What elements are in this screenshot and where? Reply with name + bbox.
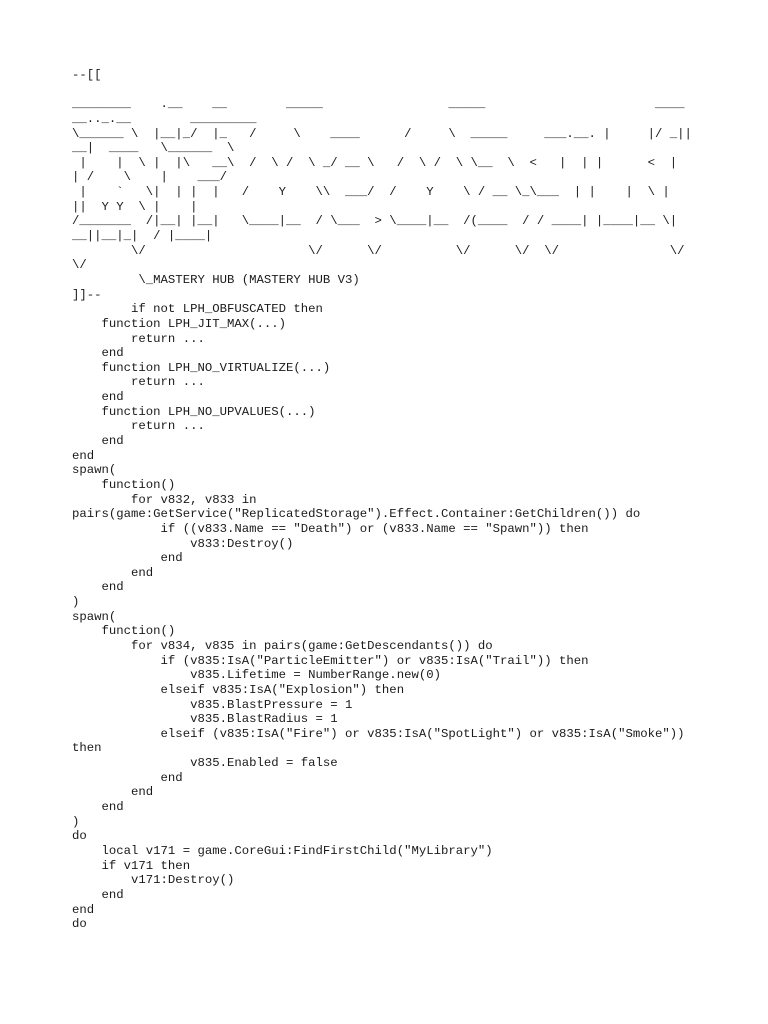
- code-line: \_MASTERY HUB (MASTERY HUB V3): [72, 272, 360, 287]
- code-line: \/ \/ \/ \/ \/ \/ \/: [72, 243, 685, 258]
- code-line: __.._.__ _________: [72, 111, 257, 126]
- code-line: ): [72, 814, 80, 829]
- code-line: v835.BlastRadius = 1: [72, 712, 338, 727]
- code-line: \/: [72, 258, 87, 273]
- code-line: function(): [72, 477, 176, 492]
- code-line: then: [72, 741, 102, 756]
- code-line: v833:Destroy(): [72, 536, 294, 551]
- code-line: end: [72, 770, 183, 785]
- code-line: if not LPH_OBFUSCATED then: [72, 302, 323, 317]
- code-line: v835.BlastPressure = 1: [72, 697, 353, 712]
- code-line: function LPH_NO_VIRTUALIZE(...): [72, 360, 331, 375]
- code-document: [72, 68, 712, 932]
- code-line: do: [72, 829, 87, 844]
- code-line: /_______ /|__| |__| \____|__ / \___ > \____|__ /(____ / / ____| |____|__ \|: [72, 214, 678, 229]
- code-line: return ...: [72, 375, 205, 390]
- code-line: end: [72, 902, 95, 917]
- code-line: --[[: [72, 68, 102, 82]
- code-line: [72, 83, 712, 98]
- code-line: | / \ | ___/: [72, 170, 227, 185]
- code-line: v835.Lifetime = NumberRange.new(0): [72, 668, 441, 683]
- code-line: for v832, v833 in: [72, 492, 257, 507]
- code-line: if (v835:IsA("ParticleEmitter") or v835:IsA("Trail")) then: [72, 653, 589, 668]
- code-line: ): [72, 595, 80, 610]
- code-line: || Y Y \ | |: [72, 199, 198, 214]
- code-line: end: [72, 551, 183, 566]
- code-line: \______ \ |__|_/ |_ / \ ____ / \ _____ ___.__. | |/ _||: [72, 126, 692, 141]
- code-line: end: [72, 580, 124, 595]
- code-line: spawn(: [72, 463, 117, 478]
- code-line: elseif (v835:IsA("Fire") or v835:IsA("SpotLight") or v835:IsA("Smoke")): [72, 726, 685, 741]
- code-line: if v171 then: [72, 858, 191, 873]
- code-line: function(): [72, 624, 176, 639]
- code-line: end: [72, 434, 124, 449]
- code-line: end: [72, 785, 154, 800]
- code-line: v835.Enabled = false: [72, 756, 338, 771]
- code-line: end: [72, 346, 124, 361]
- code-line: if ((v833.Name == "Death") or (v833.Name == "Spawn")) then: [72, 521, 589, 536]
- code-line: v171:Destroy(): [72, 873, 235, 888]
- code-line: ]]--: [72, 287, 102, 302]
- code-line: elseif v835:IsA("Explosion") then: [72, 682, 405, 697]
- code-line: ________ .__ __ _____ _____ ____: [72, 97, 685, 112]
- code-line: __||__|_| / |____|: [72, 229, 213, 244]
- code-line: function LPH_JIT_MAX(...): [72, 316, 287, 331]
- code-line: | | \ | |\ __\ / \ / \ _/ __ \ / \ / \ \__ \ < | | | < |: [72, 155, 678, 170]
- code-line: end: [72, 448, 95, 463]
- code-line: end: [72, 887, 124, 902]
- code-line: end: [72, 390, 124, 405]
- code-line: return ...: [72, 331, 205, 346]
- code-line: function LPH_NO_UPVALUES(...): [72, 404, 316, 419]
- code-line: __| ____ \______ \: [72, 141, 235, 156]
- code-line: end: [72, 800, 124, 815]
- code-line: end: [72, 565, 154, 580]
- code-line: return ...: [72, 419, 205, 434]
- code-line: for v834, v835 in pairs(game:GetDescendants()) do: [72, 638, 493, 653]
- code-line: do: [72, 917, 87, 932]
- code-line: | ` \| | | | / Y \\ ___/ / Y \ / __ \_\___ | | | \ |: [72, 185, 670, 200]
- code-line: pairs(game:GetService("ReplicatedStorage").Effect.Container:GetChildren()) do: [72, 507, 641, 522]
- code-line: local v171 = game.CoreGui:FindFirstChild("MyLibrary"): [72, 843, 493, 858]
- code-line: spawn(: [72, 609, 117, 624]
